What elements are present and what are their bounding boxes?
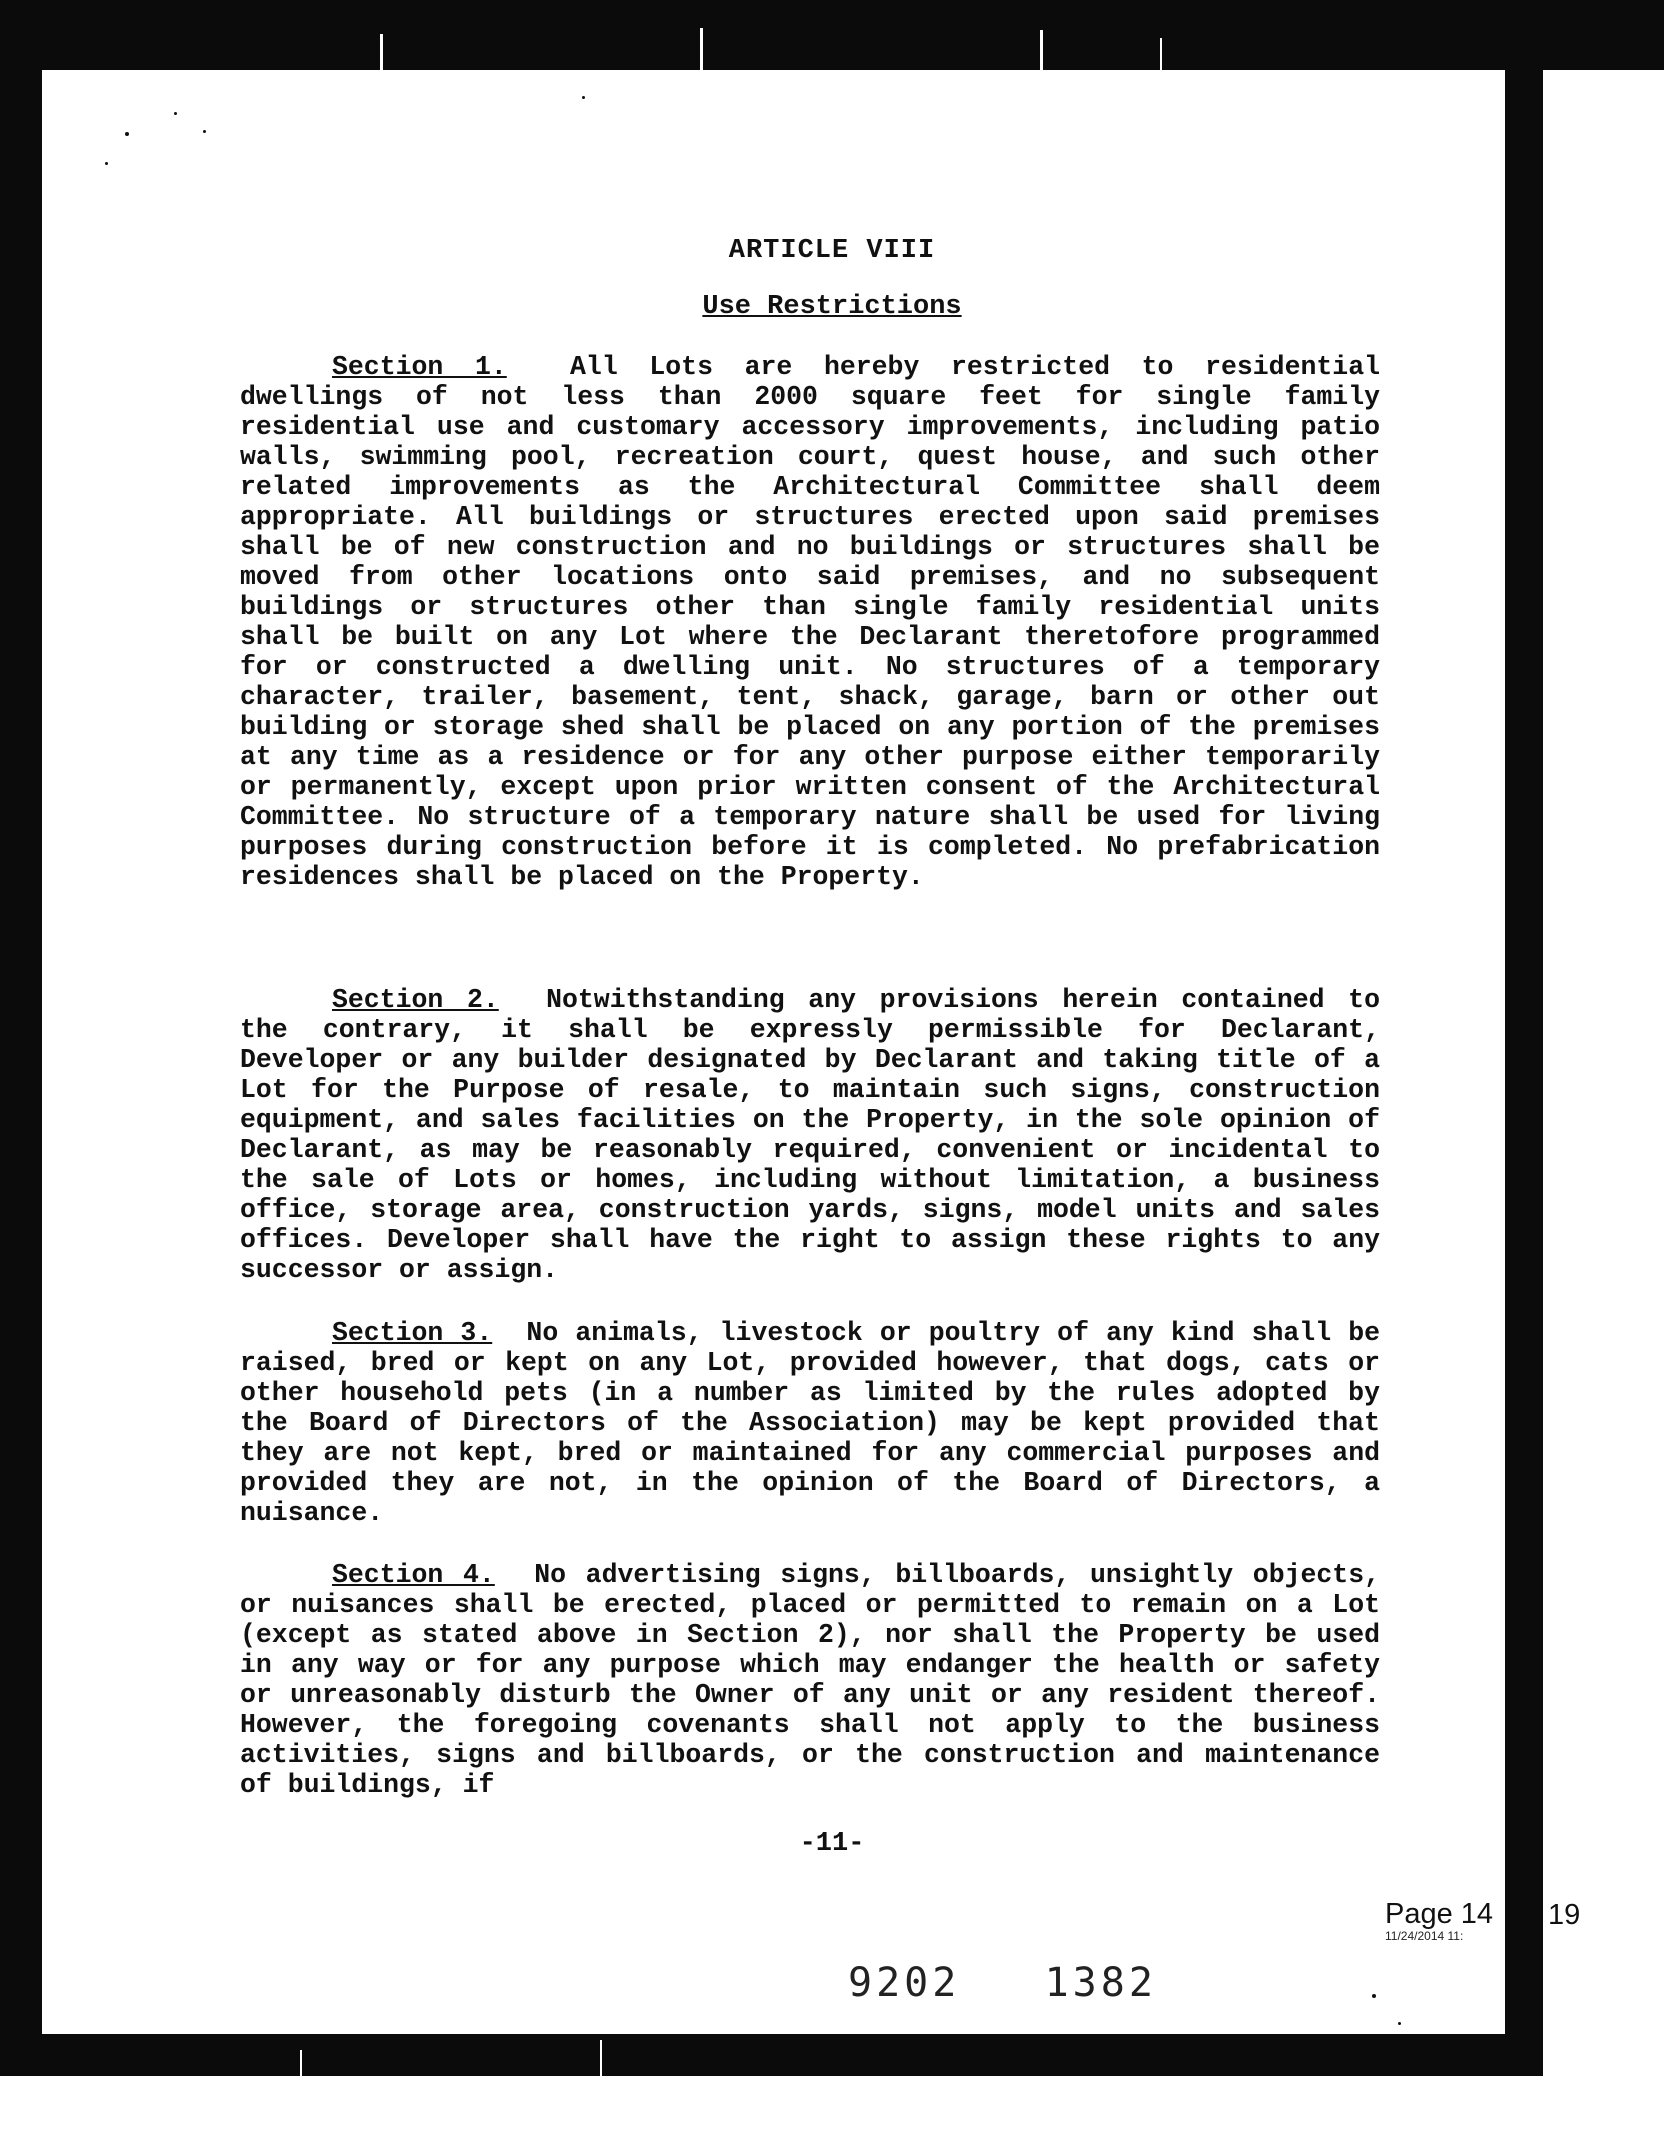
scan-speck [203, 130, 206, 133]
page-stamp-timestamp: 11/24/2014 11: [1385, 1929, 1464, 1943]
section-2-text: Notwithstanding any provisions herein contained to the contrary, it shall be expressly permissible for Declarant, Developer or any builder designated by Declarant and taking title of a Lot for the Purpose of resale, to maintain such signs, construction equipment, and sales facilities on the Property, in the sole opinion of Declarant, as may be reasonably required, convenient or incidental to the sale of Lots or homes, including without limitation, a business office, storage area, construction yards, signs, model units and sales offices. Developer shall have the right to assign these rights to any successor or assign. [240, 985, 1380, 1285]
scan-artifact [600, 2040, 602, 2076]
section-2-label: Section 2. [332, 985, 499, 1015]
scan-artifact [1160, 38, 1162, 70]
scan-border-overlay [1505, 1893, 1543, 1945]
scan-artifact [700, 28, 703, 70]
scan-speck [582, 96, 585, 99]
section-2-paragraph [240, 985, 1380, 1285]
section-4-label: Section 4. [332, 1560, 495, 1590]
scan-border-top [0, 0, 1664, 70]
scan-speck [125, 132, 129, 136]
section-1-text: All Lots are hereby restricted to residential dwellings of not less than 2000 square feet for single family residential use and customary accessory improvements, including patio walls, swimming pool, recreation court, quest house, and such other related improvements as the Architectural Committee shall deem appropriate. All buildings or structures erected upon said premises shall be of new construction and no buildings or structures shall be moved from other locations onto said premises, and no subsequent buildings or structures other than single family residential units shall be built on any Lot where the Declarant theretofore programmed for or constructed a dwelling unit. No structures of a temporary character, trailer, basement, tent, shack, garage, barn or other out building or storage shed shall be placed on any portion of the premises at any time as a residence or for any other purpose either temporarily or permanently, except upon prior written consent of the Architectural Committee. No structure of a temporary nature shall be used for living purposes during construction before it is completed. No prefabrication residences shall be placed on the Property. [240, 352, 1381, 892]
scan-speck [1398, 2022, 1401, 2025]
scan-speck [174, 112, 177, 115]
section-heading: Use Restrictions [702, 292, 962, 322]
article-title: ARTICLE VIII [728, 236, 936, 266]
page-stamp-label: Page 14 [1385, 1898, 1494, 1930]
recording-number: 9202 1382 [848, 1960, 1157, 2006]
page-number: -11- [799, 1829, 865, 1859]
section-4-paragraph [240, 1560, 1380, 1800]
scan-speck [1372, 1994, 1376, 1998]
scan-border-bottom [0, 2034, 1543, 2076]
section-3-text: No animals, livestock or poultry of any kind shall be raised, bred or kept on any Lot, provided however, that dogs, cats or other household pets (in a number as limited by the rules adopted by the Board of Directors of the Association) may be kept provided that they are not kept, bred or maintained for any commercial purposes and provided they are not, in the opinion of the Board of Directors, a nuisance. [240, 1318, 1380, 1528]
section-3-label: Section 3. [332, 1318, 493, 1348]
scan-artifact [1040, 30, 1043, 70]
scan-speck [105, 162, 108, 165]
scan-artifact [300, 2050, 302, 2076]
section-4-text: No advertising signs, billboards, unsightly objects, or nuisances shall be erected, placed or permitted to remain on a Lot (except as stated above in Section 2), nor shall the Property be used in any way or for any purpose which may endanger the health or safety or unreasonably disturb the Owner of any unit or any resident thereof. However, the foregoing covenants shall not apply to the business activities, signs and billboards, or the construction and maintenance of buildings, if [240, 1560, 1381, 1800]
scan-artifact [380, 34, 383, 70]
section-1-paragraph [240, 352, 1380, 892]
section-1-label: Section 1. [332, 352, 507, 382]
section-3-paragraph [240, 1318, 1380, 1528]
page-stamp-total: 19 [1548, 1899, 1581, 1931]
